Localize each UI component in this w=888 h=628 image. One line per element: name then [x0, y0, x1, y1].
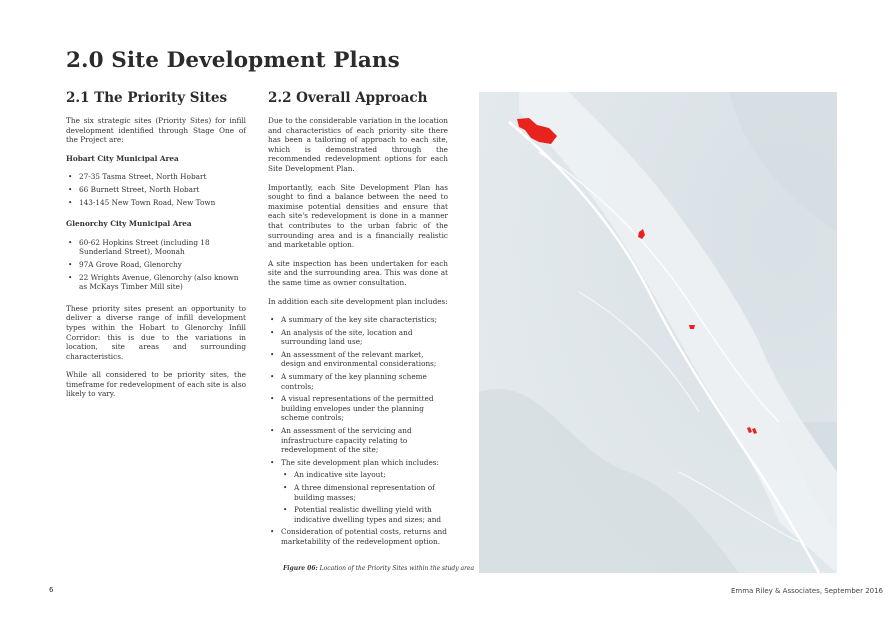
priority-sites-heading: 2.1 The Priority Sites [66, 90, 228, 106]
list-item [268, 458, 448, 525]
priority-sites-column [66, 90, 246, 408]
list-item: • An assessment of the relevant market, design and environmental considerations; [268, 350, 448, 369]
figure-label: Figure 06: [283, 565, 318, 572]
glenorchy-heading: Glenorchy City Municipal Area [66, 219, 192, 229]
priority-sites-intro: The six strategic sites (Priority Sites) for infill development identified through Stage One of the Project are: [66, 116, 246, 145]
list-item: • 22 Wrights Avenue, Glenorchy (also known as McKays Timber Mill site) [66, 273, 246, 292]
list-item: • 60-62 Hopkins Street (including 18 Sunderland Street), Moonah [66, 238, 246, 257]
list-item: • 27-35 Tasma Street, North Hobart [66, 172, 246, 182]
approach-para4: In addition each site development plan includes: [268, 296, 448, 306]
priority-sites-para2: While all considered to be priority sites, the timeframe for redevelopment of each site is also likely to vary. [66, 370, 246, 399]
priority-site-3 [689, 325, 695, 329]
page-number: 6 [49, 586, 54, 594]
list-item: • An assessment of the servicing and infrastructure capacity relating to redevelopment of the site; [268, 426, 448, 455]
hobart-heading: Hobart City Municipal Area [66, 153, 179, 163]
sub-list-item: • Potential realistic dwelling yield with indicative dwelling types and sizes; and [268, 505, 448, 524]
overall-approach-column [268, 90, 448, 555]
approach-list [268, 315, 448, 546]
hobart-list [66, 172, 246, 207]
list-item-text: The site development plan which includes: [281, 457, 439, 467]
overall-approach-heading: 2.2 Overall Approach [268, 90, 428, 106]
figure-caption-text: Location of the Priority Sites within the study area [319, 565, 475, 572]
priority-sites-para1: These priority sites present an opportunity to deliver a diverse range of infill development types within the Hobart to Glenorchy Infill Corridor: this is due to the variations in location, site areas and surrounding characteristics. [66, 303, 246, 361]
study-area-map [479, 92, 837, 573]
list-item: • An analysis of the site, location and surrounding land use; [268, 328, 448, 347]
glenorchy-list [66, 238, 246, 292]
approach-para2: Importantly, each Site Development Plan has sought to find a balance between the need to maximise potential densities and ensure that each site's redevelopment is done in a manner that contributes to the urban fabric of the surrounding area and is a financially realistic and marketable option. [268, 182, 448, 250]
list-item: • A summary of the key planning scheme controls; [268, 372, 448, 391]
sub-list-item: • A three dimensional representation of building masses; [268, 483, 448, 502]
sub-list-item: • An indicative site layout; [268, 470, 448, 480]
page-title: 2.0 Site Development Plans [66, 48, 400, 73]
list-item: • A summary of the key site characteristics; [268, 315, 448, 325]
sub-list [268, 470, 448, 524]
list-item: • 97A Grove Road, Glenorchy [66, 260, 246, 270]
map-graphic [479, 92, 837, 573]
list-item: • 143-145 New Town Road, New Town [66, 198, 246, 208]
list-item: • Consideration of potential costs, returns and marketability of the redevelopment option. [268, 527, 448, 546]
figure-caption [283, 565, 474, 572]
approach-para1: Due to the considerable variation in the location and characteristics of each priority site there has been a tailoring of approach to each site, which is demonstrated through the recommended redevelopment options for each Site Development Plan. [268, 116, 448, 173]
list-item: • A visual representations of the permitted building envelopes under the planning scheme controls; [268, 394, 448, 423]
list-item: • 66 Burnett Street, North Hobart [66, 185, 246, 195]
approach-para3: A site inspection has been undertaken for each site and the surrounding area. This was done at the same time as owner consultation. [268, 258, 448, 287]
footer-credit: Emma Riley & Associates, September 2016 [731, 587, 884, 595]
